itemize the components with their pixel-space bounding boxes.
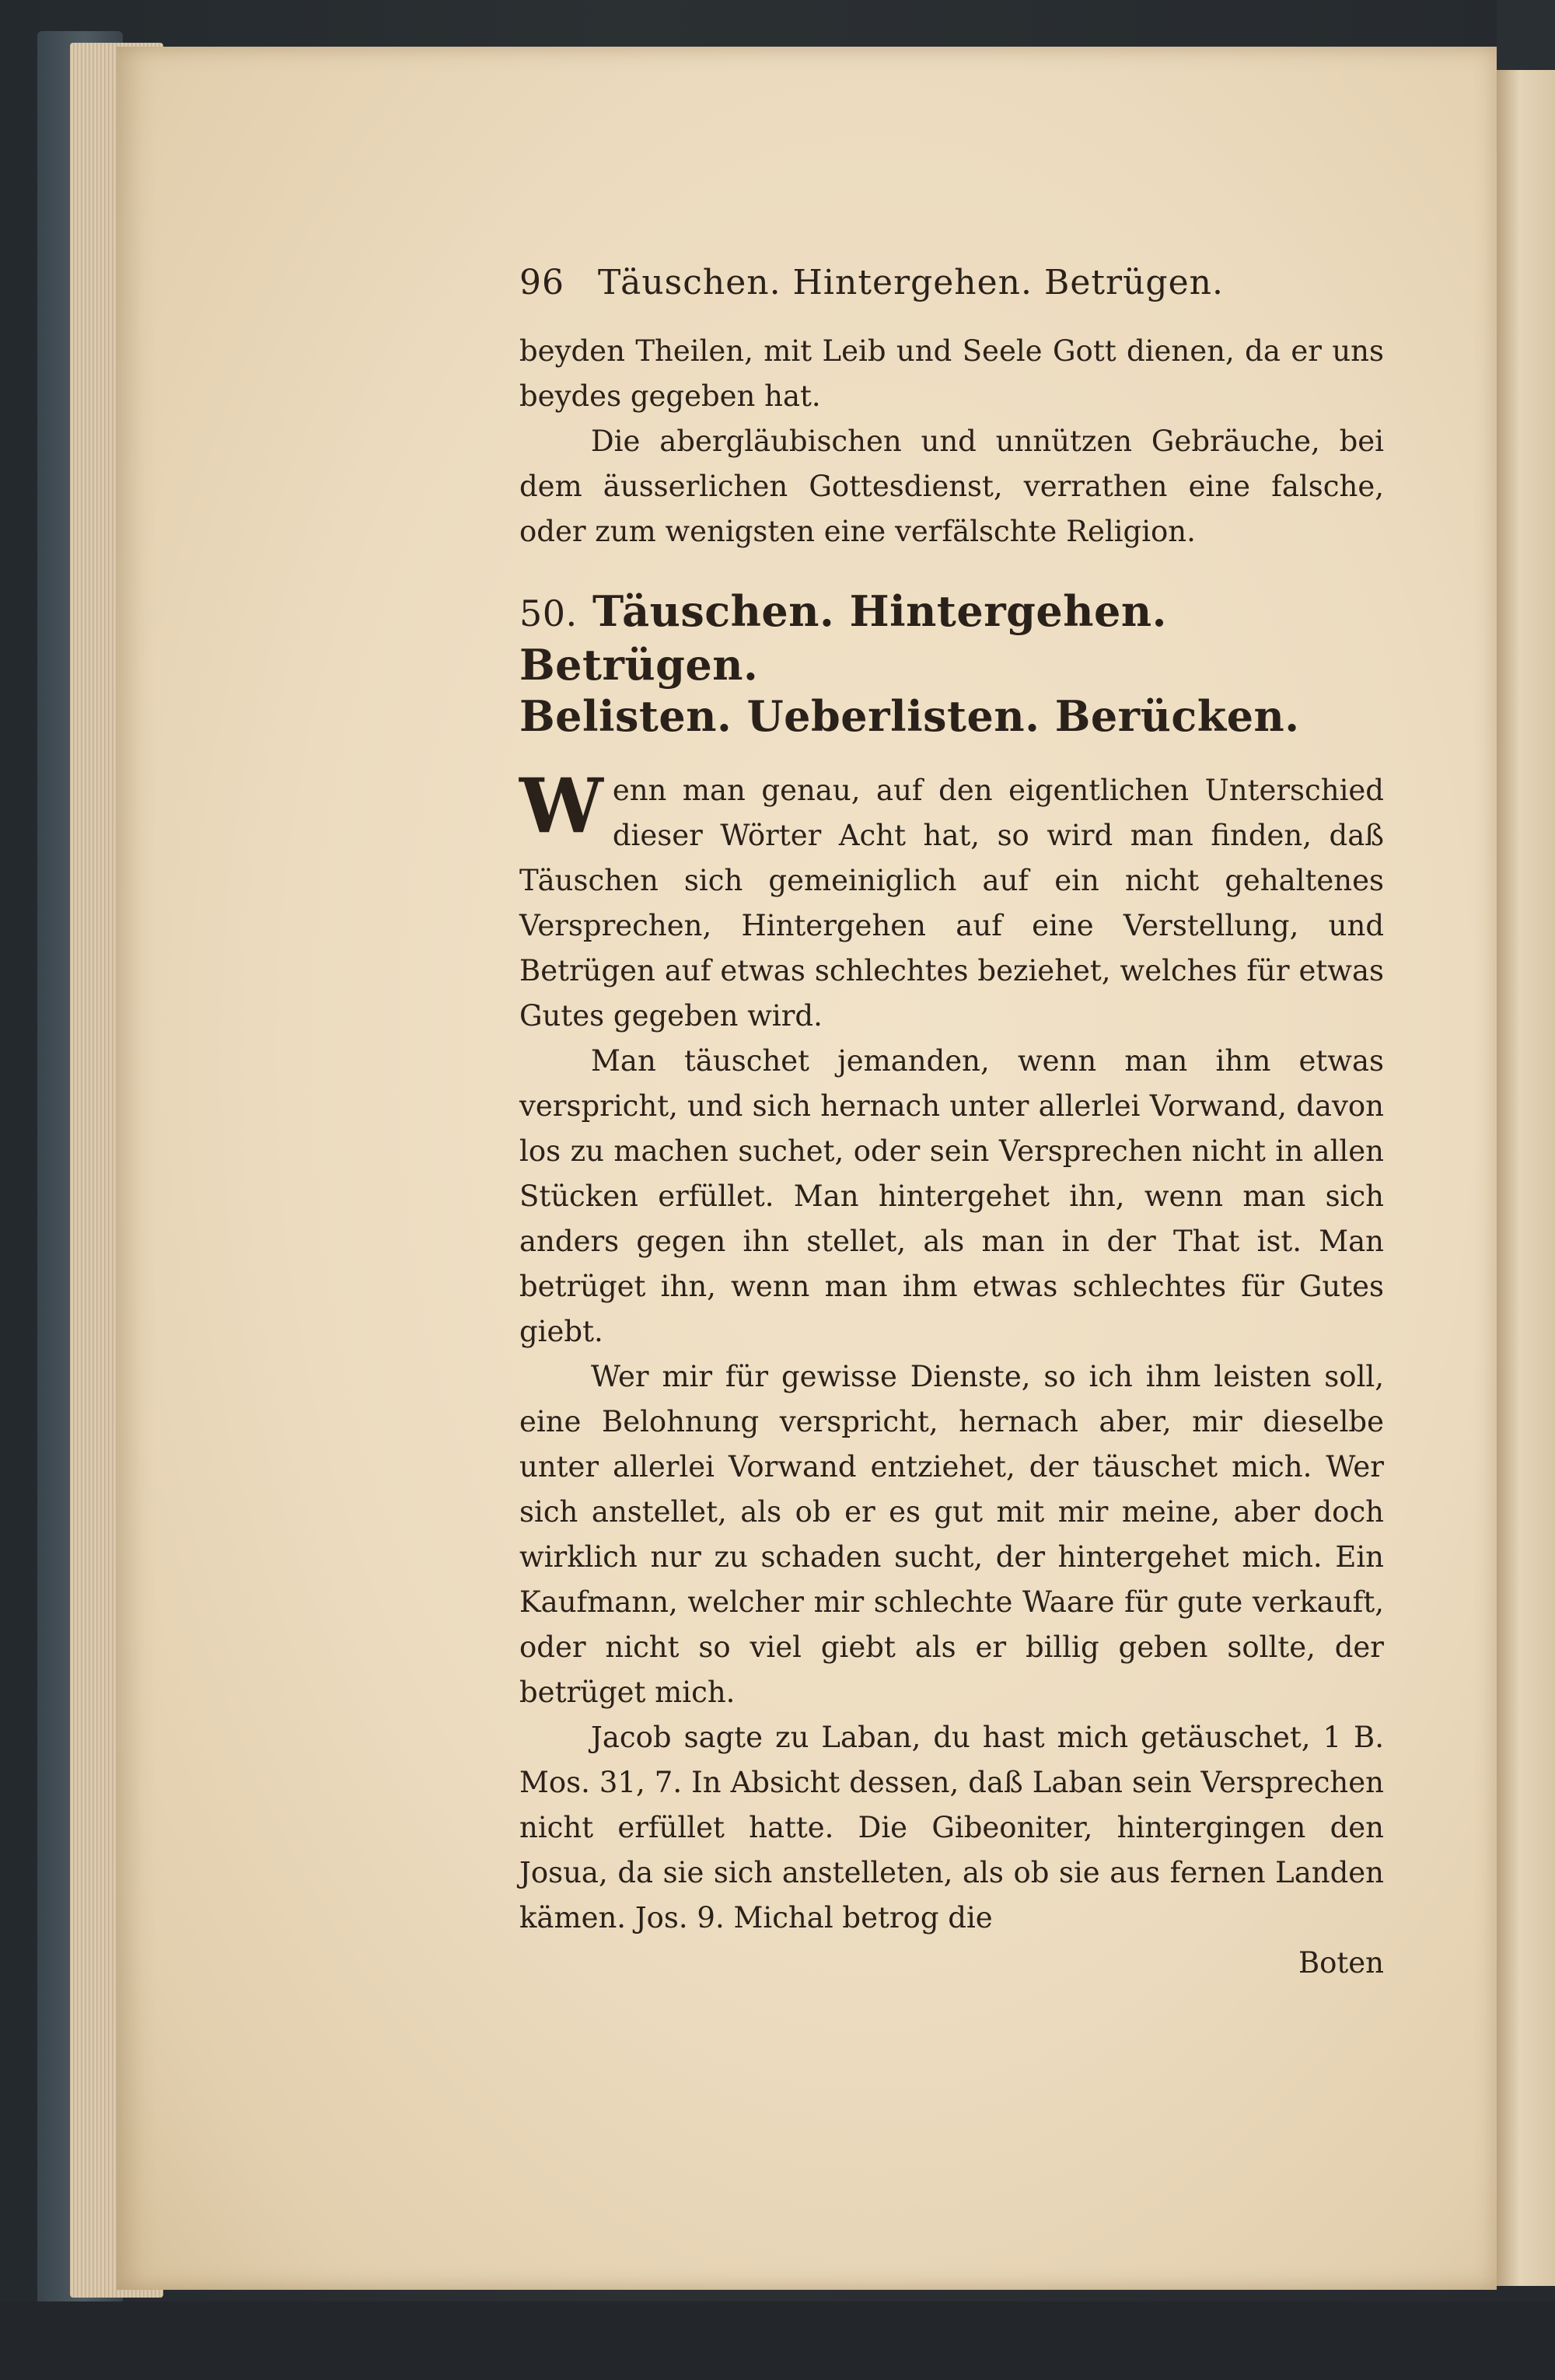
page-number: 96 xyxy=(519,263,564,302)
text-block xyxy=(519,260,1384,1986)
top-right-shadow xyxy=(1497,0,1555,70)
section-heading xyxy=(519,585,1384,742)
paragraph-initial: Wenn man genau, auf den eigentlichen Unterschied dieser Wörter Acht hat, so wird man finden, daß Täuschen sich gemeiniglich auf ein nicht gehaltenes Versprechen, Hintergehen auf eine Verstellung, und Betrügen auf etwas schlechtes beziehet, welches für etwas Gutes gegeben wird. xyxy=(519,762,1384,1033)
bottom-shadow xyxy=(0,2301,1555,2380)
paragraph-continued: beyden Theilen, mit Leib und Seele Gott dienen, da er uns beydes gegeben hat. xyxy=(519,334,1384,413)
paragraph: Wer mir für gewisse Dienste, so ich ihm leisten soll, eine Belohnung verspricht, hernach aber, mir dieselbe unter allerlei Vorwand entziehet, der täuschet mich. Wer sich anstellet, als ob er es gut mit mir meine, aber doch wirklich nur zu schaden sucht, der hintergehet mich. Ein Kaufmann, welcher mir schlechte Waare für gute verkauft, oder nicht so viel giebt als er billig geben sollte, der betrüget mich. xyxy=(519,1360,1384,1709)
next-page-edge xyxy=(1497,70,1555,2286)
running-head xyxy=(519,260,1384,306)
section-heading-line2: Belisten. Ueberlisten. Berücken. xyxy=(519,691,1300,741)
catchword: Boten xyxy=(1298,1946,1384,1980)
paragraph: Jacob sagte zu Laban, du hast mich getäuschet, 1 B. Mos. 31, 7. In Absicht dessen, daß Laban sein Versprechen nicht erfüllet hatte. Die Gibeoniter, hintergingen den Josua, da sie sich anstelleten, als ob sie aus fernen Landen kämen. Jos. 9. Michal betrog die xyxy=(519,1721,1384,1934)
section-heading-line1: Täuschen. Hintergehen. Betrügen. xyxy=(519,586,1167,690)
paragraph: Man täuschet jemanden, wenn man ihm etwas verspricht, und sich hernach unter allerlei Vorwand, davon los zu machen suchet, oder sein Versprechen nicht in allen Stücken erfüllet. Man hintergehet ihn, wenn man sich anders gegen ihn stellet, als man in der That ist. Man betrüget ihn, wenn man ihm etwas schlechtes für Gutes giebt. xyxy=(519,1044,1384,1348)
paragraph: Die abergläubischen und unnützen Gebräuche, bei dem äusserlichen Gottesdienst, verrathen eine falsche, oder zum wenigsten eine verfälschte Religion. xyxy=(519,425,1384,548)
running-head-title: Täuschen. Hintergehen. Betrügen. xyxy=(598,263,1224,302)
section-number: 50. xyxy=(519,592,578,634)
